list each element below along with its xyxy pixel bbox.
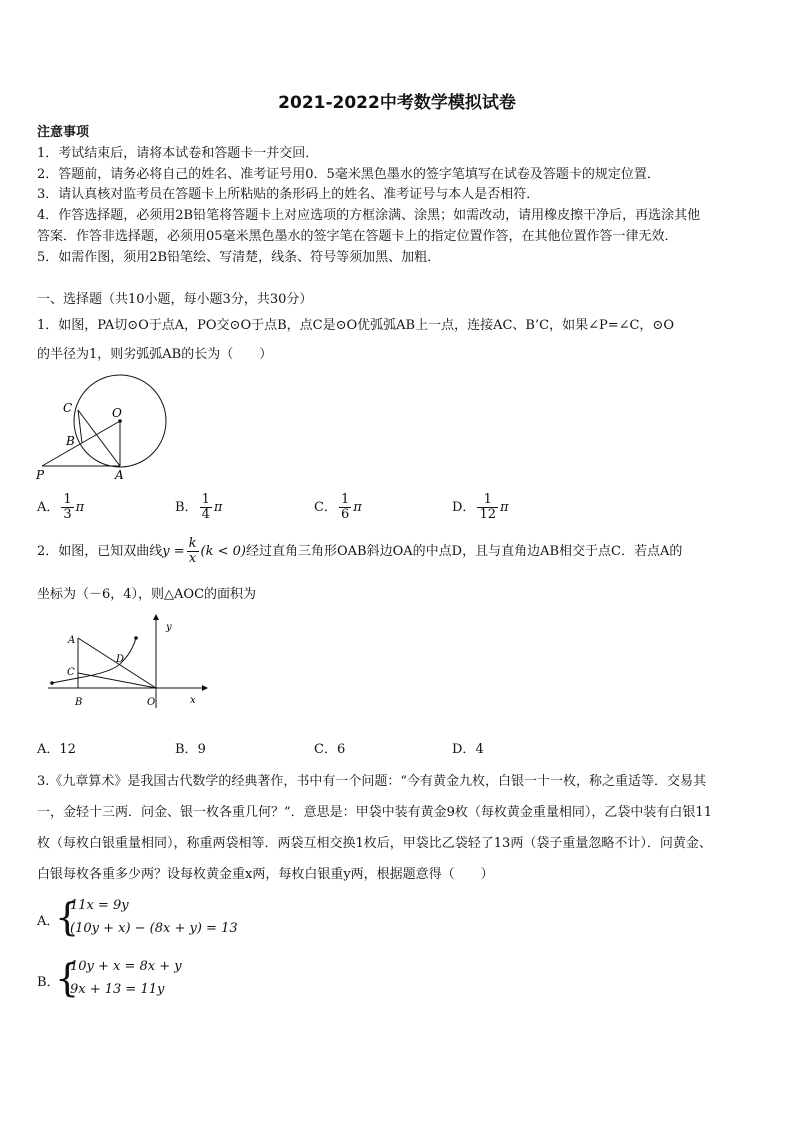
- option-label: A．: [37, 500, 60, 515]
- q2-hyperbola-figure: [44, 612, 209, 712]
- q1-label-a: A: [115, 468, 124, 482]
- option-label: A．: [37, 742, 60, 757]
- q1-text-line1: 1．如图，PA切⊙O于点A，PO交⊙O于点B，点C是⊙O优弧弧AB上一点，连接AC、B’C，如果∠P=∠C，⊙O: [37, 318, 674, 333]
- equation-line: 9x + 13 = 11y: [70, 982, 165, 997]
- q2-label-b: B: [75, 697, 83, 708]
- q2-label-x: x: [190, 695, 196, 706]
- option-value: 12: [59, 742, 76, 757]
- notice-item: 答案．作答非选择题，必须用05毫米黑色墨水的签字笔在答题卡上的指定位置作答，在其他位置作答一律无效．: [37, 229, 678, 244]
- q2-function-denominator: x: [188, 551, 197, 566]
- equation-line: (10y + x) − (8x + y) = 13: [70, 921, 238, 936]
- q2-option-a[interactable]: [37, 738, 76, 757]
- fraction-numerator: 1: [201, 492, 210, 507]
- fraction-numerator: 1: [340, 492, 350, 507]
- option-label: B．: [37, 975, 60, 990]
- q3-text-line: 3.《九章算术》是我国古代数学的经典著作，书中有一个问题：“今有黄金九枚，白银一十一枚，称之重适等．交易其: [37, 774, 707, 789]
- q2-label-d: D: [116, 654, 125, 665]
- option-value: 9: [197, 742, 206, 757]
- q2-text-line1: [37, 537, 682, 566]
- q2-function-condition: (k < 0): [200, 544, 246, 559]
- q3-text-line: 一，金轻十三两．问金、银一枚各重几何？”．意思是：甲袋中装有黄金9枚（每枚黄金重量相同），乙袋中装有白银11: [37, 805, 712, 820]
- notice-item: 1．考试结束后，请将本试卷和答题卡一并交回．: [37, 146, 319, 161]
- option-label: B．: [175, 742, 198, 757]
- notice-heading: 注意事项: [37, 125, 90, 140]
- q2-label-c: C: [67, 667, 75, 678]
- section-heading: 一、选择题（共10小题，每小题3分，共30分）: [37, 292, 313, 307]
- q1-label-o: O: [112, 406, 122, 420]
- q2-function-left: y =: [162, 544, 185, 559]
- notice-item: 3．请认真核对监考员在答题卡上所粘贴的条形码上的姓名、准考证号与本人是否相符．: [37, 187, 540, 202]
- q1-option-c[interactable]: [314, 493, 362, 522]
- q1-label-b: B: [66, 434, 75, 448]
- equation-brace: {: [55, 895, 80, 939]
- option-label: D．: [452, 742, 476, 757]
- q2-label-o: O: [147, 697, 156, 708]
- q3-option-b[interactable]: [37, 954, 297, 1004]
- page-title: 2021-2022中考数学模拟试卷: [278, 93, 516, 113]
- fraction-numerator: 1: [477, 493, 498, 508]
- q2-option-d[interactable]: [452, 738, 484, 757]
- q2-label-a: A: [68, 635, 76, 646]
- pi-symbol: π: [353, 500, 362, 515]
- q2-option-b[interactable]: [175, 738, 206, 757]
- q1-label-c: C: [63, 401, 73, 415]
- q1-option-a[interactable]: [37, 493, 84, 522]
- q2-rest: 经过直角三角形OAB斜边OA的中点D，且与直角边AB相交于点C．若点A的: [246, 544, 683, 559]
- option-label: A．: [37, 914, 60, 929]
- q3-text-line: 枚（每枚白银重量相同），称重两袋相等．两袋互相交换1枚后，甲袋比乙袋轻了13两（袋子重量忽略不计）．问黄金、: [37, 836, 712, 851]
- equation-line: 10y + x = 8x + y: [70, 959, 182, 974]
- notice-item: 5．如需作图，须用2B铅笔绘、写清楚，线条、符号等须加黑、加粗．: [37, 250, 441, 265]
- q2-option-c[interactable]: [314, 738, 345, 757]
- q2-function-numerator: k: [188, 536, 197, 551]
- q1-option-d[interactable]: [452, 493, 509, 522]
- fraction-numerator: 1: [63, 492, 72, 507]
- notice-item: 2．答题前，请务必将自己的姓名、准考证号用0．5毫米黑色墨水的签字笔填写在试卷及答题卡的规定位置．: [37, 167, 660, 182]
- option-label: B．: [175, 500, 198, 515]
- q2-text-line2: 坐标为（－6，4），则△AOC的面积为: [37, 587, 257, 602]
- q2-prefix: 2．如图，已知双曲线: [37, 544, 163, 559]
- option-label: D．: [452, 500, 476, 515]
- option-value: 4: [475, 742, 484, 757]
- equation-line: 11x = 9y: [70, 898, 129, 913]
- fraction-denominator: 12: [479, 507, 496, 522]
- pi-symbol: π: [75, 500, 85, 515]
- fraction-denominator: 3: [63, 507, 72, 522]
- q3-option-a[interactable]: [37, 893, 297, 943]
- option-value: 6: [336, 742, 346, 757]
- option-label: C．: [314, 500, 337, 515]
- pi-symbol: π: [213, 500, 223, 515]
- q1-option-b[interactable]: [175, 493, 222, 522]
- q3-text-line: 白银每枚各重多少两？设每枚黄金重x两，每枚白银重y两，根据题意得（ ）: [37, 867, 494, 882]
- q1-text-line2: 的半径为1，则劣弧弧AB的长为（ ）: [37, 347, 273, 362]
- notice-item: 4．作答选择题，必须用2B铅笔将答题卡上对应选项的方框涂满、涂黑；如需改动，请用橡皮擦干净后，再选涂其他: [37, 208, 701, 223]
- fraction-denominator: 6: [340, 507, 350, 522]
- equation-brace: {: [55, 956, 80, 1000]
- option-label: C．: [314, 742, 337, 757]
- fraction-denominator: 4: [201, 507, 210, 522]
- q1-circle-figure: [32, 370, 172, 485]
- q1-label-p: P: [36, 468, 45, 482]
- q2-label-y: y: [166, 622, 172, 633]
- pi-symbol: π: [499, 500, 509, 515]
